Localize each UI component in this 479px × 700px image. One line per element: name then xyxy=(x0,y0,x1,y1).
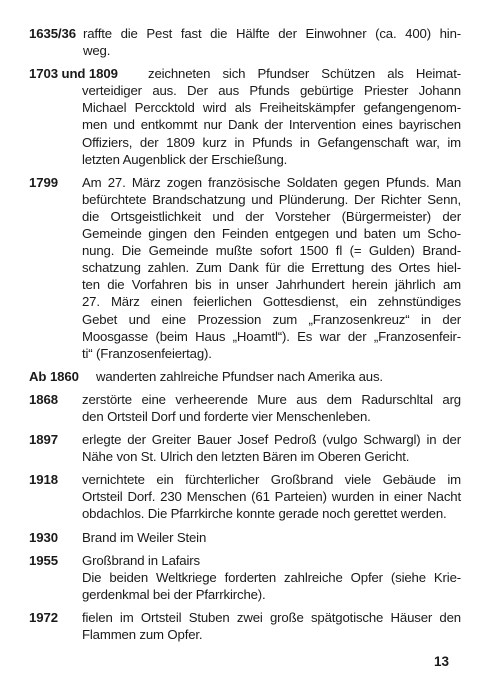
text-line: Die beiden Weltkriege forderten zahlreiche Opfer (siehe Krie- xyxy=(82,569,461,585)
entry-year: Ab 1860 xyxy=(29,368,79,384)
text-line: Flammen zum Opfer. xyxy=(82,627,203,642)
text-line: Brand im Weiler Stein xyxy=(82,529,207,545)
entry-year: 1930 xyxy=(29,529,58,545)
entry-text xyxy=(96,368,461,385)
text-line: Gemeinde gingen den Feinden entgegen und baten um Scho- xyxy=(82,226,461,242)
text-line: befürchtete Brandschatzung und Plünderung. Der Richter Senn, xyxy=(82,191,461,207)
chronicle-entry xyxy=(29,529,461,546)
text-line: 27. März einen feierlichen Gottesdienst, ein zehnstündiges xyxy=(82,294,461,310)
chronicle-entry xyxy=(29,25,461,59)
chronicle-entry xyxy=(29,65,461,168)
entry-year: 1799 xyxy=(29,174,58,190)
entry-text-continued xyxy=(82,82,461,167)
entry-text xyxy=(148,65,461,82)
chronicle-entry xyxy=(29,609,461,643)
chronicle-entry xyxy=(29,368,461,385)
text-line: Großbrand in Lafairs xyxy=(82,552,200,568)
text-line: verteidiger aus. Der aus Pfunds gebürtige Priester Johann xyxy=(82,83,461,99)
entry-text xyxy=(82,431,461,465)
chronicle-entry xyxy=(29,471,461,522)
text-line: men und entkommt nur Dank der Intervention eines bayrischen xyxy=(82,117,461,133)
text-line: ti“ (Franzosenfeiertag). xyxy=(82,345,212,361)
text-line: schatzung zahlen. Zum Dank für die Errettung des Ortes hiel- xyxy=(82,260,461,276)
text-line: zerstörte eine verheerende Mure aus dem Radurschltal arg xyxy=(82,391,461,407)
document-page xyxy=(29,25,461,649)
page-number: 13 xyxy=(434,654,450,669)
entry-text xyxy=(82,174,461,362)
entry-year: 1635/36 xyxy=(29,26,76,41)
chronicle-entry xyxy=(29,552,461,603)
text-line: weg. xyxy=(83,43,111,59)
text-line: gerdenkmal bei der Pfarrkirche). xyxy=(82,586,266,602)
text-line: ten die Vorfahren bis in unser Jahrhundert herein jährlich am xyxy=(82,277,461,293)
text-line: wanderten zahlreiche Pfundser nach Amerika aus. xyxy=(96,368,383,384)
entry-year: 1955 xyxy=(29,552,58,568)
chronicle-entry xyxy=(29,431,461,465)
text-line: fielen im Ortsteil Stuben zwei große spätgotische Häuser den xyxy=(82,609,461,625)
text-line: vernichtete ein fürchterlicher Großbrand viele Gebäude im xyxy=(82,472,461,488)
entry-year: 1972 xyxy=(29,609,58,625)
entry-text xyxy=(82,471,461,522)
entry-year: 1868 xyxy=(29,391,58,407)
entry-year: 1703 und 1809 xyxy=(29,66,118,82)
text-line: obdachlos. Die Pfarrkirche konnte gerade noch gerettet werden. xyxy=(82,506,447,522)
text-line: letzten Augenblick der Erschießung. xyxy=(82,151,288,167)
chronicle-entry xyxy=(29,391,461,425)
entry-year: 1897 xyxy=(29,432,58,448)
chronicle-entry xyxy=(29,174,461,362)
text-line: Michael Perccktold wird als Freiheitskämpfer gefangengenom- xyxy=(82,100,461,116)
text-line: zeichneten sich Pfundser Schützen als Heimat- xyxy=(148,66,461,82)
entry-text xyxy=(82,529,461,546)
text-line: Moosgasse (beim Haus „Hoamtl“). Es war der „Franzosenfeir- xyxy=(82,328,461,344)
entry-text xyxy=(82,552,461,603)
entry-year: 1918 xyxy=(29,472,58,488)
entry-text xyxy=(82,391,461,425)
text-line: den Ortsteil Dorf und forderte vier Menschenleben. xyxy=(82,408,371,424)
text-line: raffte die Pest fast die Hälfte der Einwohner (ca. 400) hin- xyxy=(83,26,461,41)
text-line: die Ortsgeistlichkeit und der Vorsteher (Bürgermeister) der xyxy=(82,208,461,224)
text-line: Nähe von St. Ulrich den letzten Bären im Oberen Gericht. xyxy=(82,449,410,465)
text-line: Offiziers, der 1809 kurz in Pfunds in Gefangenschaft war, im xyxy=(82,134,461,150)
text-line: Ortsteil Dorf. 230 Menschen (61 Parteien) wurden in einer Nacht xyxy=(82,489,461,505)
entry-text xyxy=(82,609,461,643)
text-line: Gebet und eine Prozession zum „Franzosenkreuz“ in der xyxy=(82,311,461,327)
text-line: Am 27. März zogen französische Soldaten gegen Pfunds. Man xyxy=(82,174,461,190)
text-line: erlegte der Greiter Bauer Josef Pedroß (vulgo Schwargl) in der xyxy=(82,432,461,448)
entry-text xyxy=(83,25,461,59)
text-line: nung. Die Gemeinde mußte sofort 1500 fl (= Gulden) Brand- xyxy=(82,243,461,259)
